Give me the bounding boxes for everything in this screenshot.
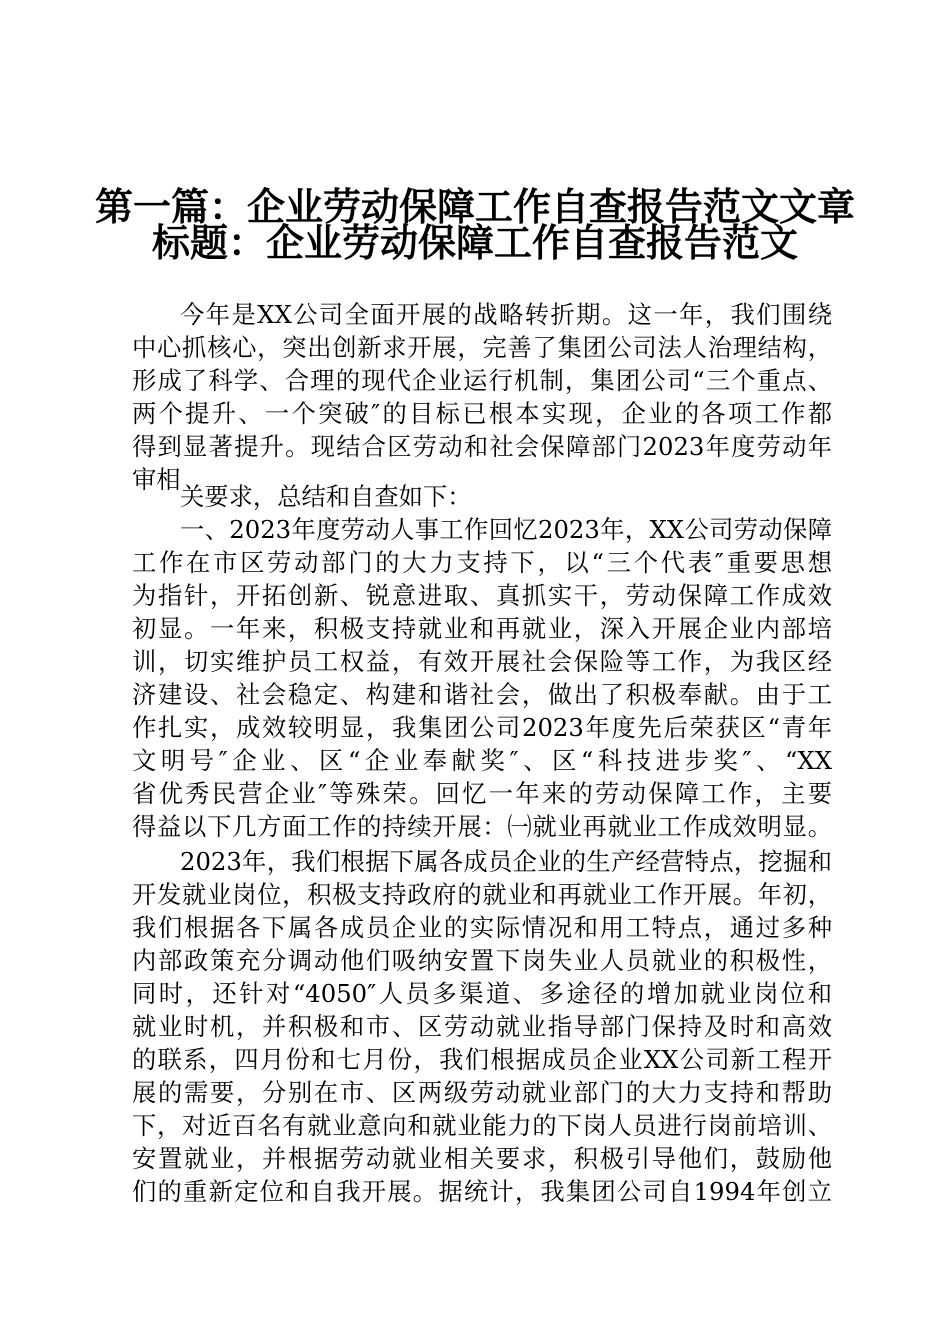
paragraph-4 [132, 845, 832, 1208]
text-line: 得益以下几方面工作的持续开展：㈠就业再就业工作成效明显。 [132, 812, 832, 841]
text-line: 一、2023年度劳动人事工作回忆2023年，XX公司劳动保障 [180, 515, 832, 544]
text-line: 初显。一年来，积极支持就业和再就业，深入开展企业内部培 [132, 614, 832, 643]
text-line: 展的需要，分别在市、区两级劳动就业部门的大力支持和帮助 [132, 1078, 832, 1107]
text-line: 2023年，我们根据下属各成员企业的生产经营特点，挖掘和 [180, 847, 832, 876]
text-line: 形成了科学、合理的现代企业运行机制，集团公司“三个重点、 [132, 366, 832, 395]
text-line: 省优秀民营企业″等殊荣。回忆一年来的劳动保障工作，主要 [132, 779, 832, 808]
paragraph-1 [132, 298, 832, 496]
text-line: 安置就业，并根据劳动就业相关要求，积极引导他们，鼓励他 [132, 1144, 832, 1173]
text-line: 就业时机，并积极和市、区劳动就业指导部门保持及时和高效 [132, 1012, 832, 1041]
text-line: 得到显著提升。现结合区劳动和社会保障部门2023年度劳动年 [132, 432, 832, 461]
text-line: 同时，还针对“4050″人员多渠道、多途径的增加就业岗位和 [132, 979, 832, 1008]
text-line: 的联系，四月份和七月份，我们根据成员企业XX公司新工程开 [132, 1045, 832, 1074]
document-title-line-2: 标题：企业劳动保障工作自查报告范文 [151, 221, 798, 265]
text-line: 我们根据各下属各成员企业的实际情况和用工特点，通过多种 [132, 913, 832, 942]
text-line: 审相 [132, 465, 181, 494]
text-line: 下，对近百名有就业意向和就业能力的下岗人员进行岗前培训、 [132, 1111, 832, 1140]
text-line: 开发就业岗位，积极支持政府的就业和再就业工作开展。年初， [132, 880, 832, 909]
paragraph-2 [132, 480, 832, 513]
paragraph-3 [132, 513, 832, 843]
text-line: 关要求，总结和自查如下： [180, 482, 472, 511]
document-title-line-1: 第一篇：企业劳动保障工作自查报告范文文章 [94, 185, 855, 229]
text-line: 训，切实维护员工权益，有效开展社会保险等工作，为我区经 [132, 647, 832, 676]
text-line: 济建设、社会稳定、构建和谐社会，做出了积极奉献。由于工 [132, 680, 832, 709]
text-line: 文明号″企业、区“企业奉献奖″、区“科技进步奖″、“XX [132, 746, 832, 775]
text-line: 今年是XX公司全面开展的战略转折期。这一年，我们围绕 [180, 300, 832, 329]
text-line: 为指针，开拓创新、锐意进取、真抓实干，劳动保障工作成效 [132, 581, 832, 610]
text-line: 中心抓核心，突出创新求开展，完善了集团公司法人治理结构， [132, 333, 832, 362]
text-line: 内部政策充分调动他们吸纳安置下岗失业人员就业的积极性， [132, 946, 832, 975]
text-line: 作扎实，成效较明显，我集团公司2023年度先后荣获区“青年 [132, 713, 832, 742]
text-line: 工作在市区劳动部门的大力支持下，以“三个代表″重要思想 [132, 548, 832, 577]
text-line: 们的重新定位和自我开展。据统计，我集团公司自1994年创立 [132, 1177, 832, 1206]
text-line: 两个提升、一个突破″的目标已根本实现，企业的各项工作都 [132, 399, 832, 428]
